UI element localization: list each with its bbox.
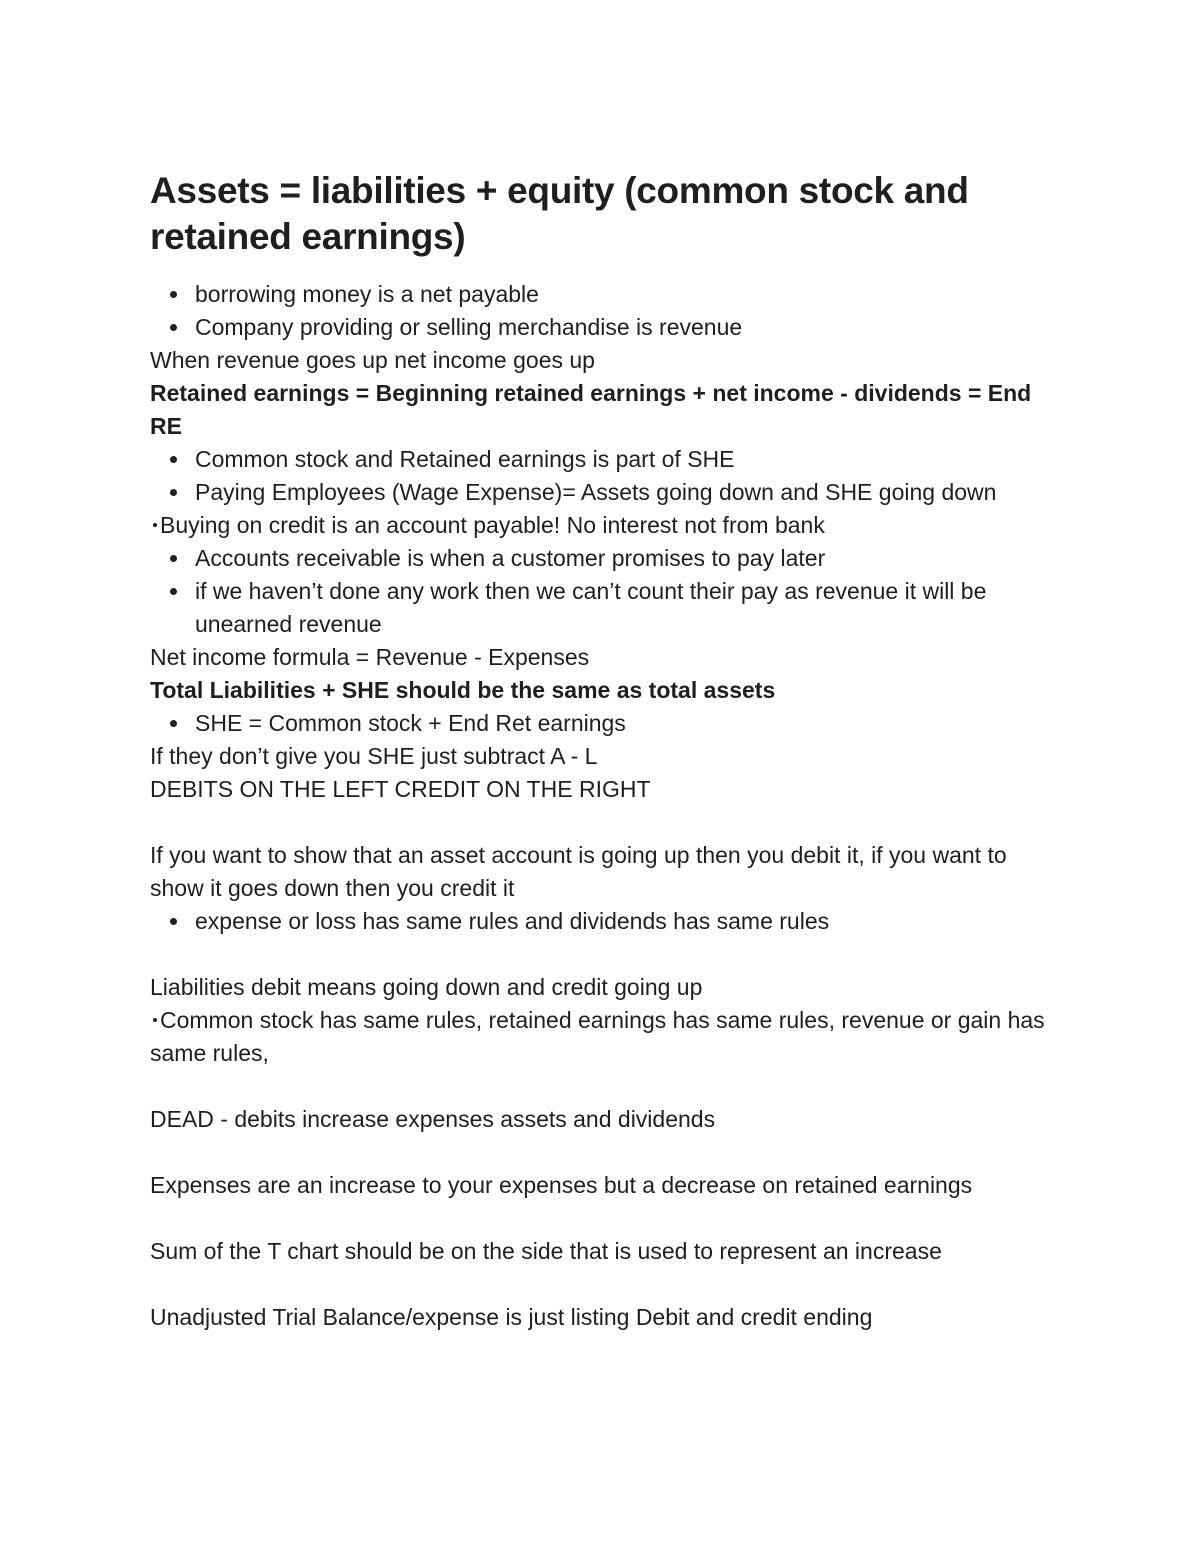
bullet-item <box>150 542 1060 575</box>
spacer <box>150 1136 1060 1169</box>
paragraph: Net income formula = Revenue - Expenses <box>150 644 590 670</box>
spacer <box>150 938 1060 971</box>
bullet-dot-icon <box>170 555 177 562</box>
small-bullet-icon <box>153 1018 157 1022</box>
bullet-text: Paying Employees (Wage Expense)= Assets going down and SHE going down <box>195 479 997 505</box>
bold-paragraph: Total Liabilities + SHE should be the same as total assets <box>150 677 776 703</box>
bullet-dot-icon <box>170 291 177 298</box>
bullet-dot-icon <box>170 456 177 463</box>
paragraph: If they don’t give you SHE just subtract A - L <box>150 743 598 769</box>
spacer <box>150 806 1060 839</box>
bullet-dot-icon <box>170 324 177 331</box>
bullet-text: if we haven’t done any work then we can’t count their pay as revenue it will be unearned revenue <box>195 578 987 637</box>
paragraph: When revenue goes up net income goes up <box>150 347 595 373</box>
paragraph: DEBITS ON THE LEFT CREDIT ON THE RIGHT <box>150 776 651 802</box>
bullet-item <box>150 476 1060 509</box>
page-title: Assets = liabilities + equity (common stock and retained earnings) <box>150 170 969 257</box>
bullet-dot-icon <box>170 918 177 925</box>
small-bullet-icon <box>153 523 157 527</box>
bullet-dot-icon <box>170 720 177 727</box>
bullet-text: Accounts receivable is when a customer promises to pay later <box>195 545 826 571</box>
bullet-item <box>150 278 1060 311</box>
paragraph-text: Buying on credit is an account payable! No interest not from bank <box>160 512 825 538</box>
bullet-text: Company providing or selling merchandise is revenue <box>195 314 743 340</box>
spacer <box>150 1070 1060 1103</box>
bullet-text: expense or loss has same rules and dividends has same rules <box>195 908 830 934</box>
spacer <box>150 1268 1060 1301</box>
bullet-item <box>150 311 1060 344</box>
paragraph: Expenses are an increase to your expenses but a decrease on retained earnings <box>150 1172 973 1198</box>
bullet-item <box>150 443 1060 476</box>
bold-paragraph: Retained earnings = Beginning retained earnings + net income - dividends = End RE <box>150 380 1032 439</box>
document-page <box>150 168 1060 1334</box>
bullet-item <box>150 707 1060 740</box>
bullet-text: SHE = Common stock + End Ret earnings <box>195 710 626 736</box>
bullet-text: Common stock and Retained earnings is part of SHE <box>195 446 735 472</box>
bullet-dot-icon <box>170 489 177 496</box>
paragraph: Sum of the T chart should be on the side that is used to represent an increase <box>150 1238 942 1264</box>
spacer <box>150 1202 1060 1235</box>
paragraph: Unadjusted Trial Balance/expense is just listing Debit and credit ending <box>150 1304 873 1330</box>
paragraph: If you want to show that an asset account is going up then you debit it, if you want to show it goes down then you credit it <box>150 842 1007 901</box>
bullet-item <box>150 575 1060 641</box>
paragraph: DEAD - debits increase expenses assets and dividends <box>150 1106 716 1132</box>
paragraph: Liabilities debit means going down and credit going up <box>150 974 703 1000</box>
paragraph <box>150 1004 1060 1070</box>
bullet-dot-icon <box>170 588 177 595</box>
paragraph <box>150 509 1060 542</box>
bullet-text: borrowing money is a net payable <box>195 281 539 307</box>
paragraph-text: Common stock has same rules, retained earnings has same rules, revenue or gain has same rules, <box>150 1007 1045 1066</box>
bullet-item <box>150 905 1060 938</box>
